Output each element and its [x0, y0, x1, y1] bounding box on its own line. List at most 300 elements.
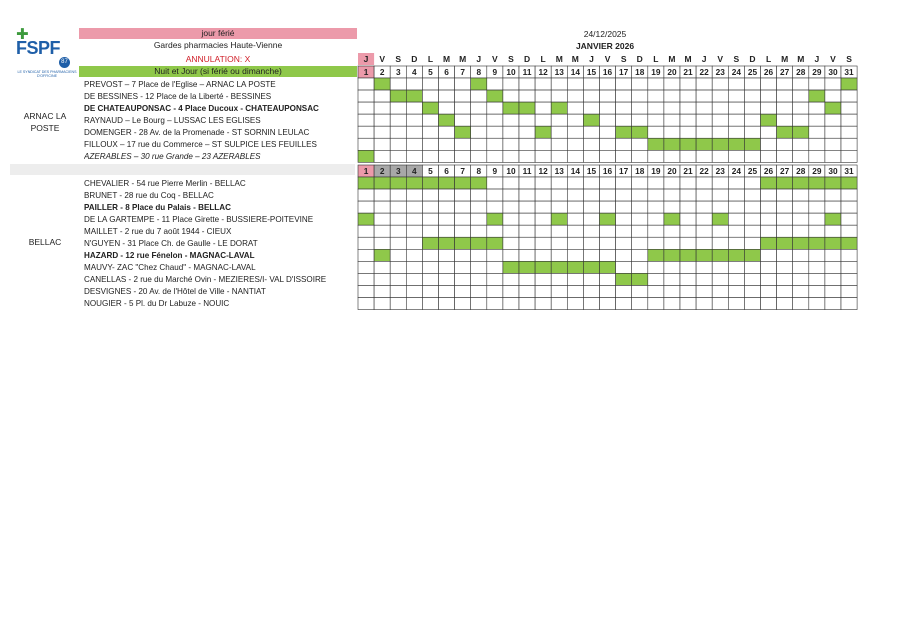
duty-cell [406, 90, 422, 102]
empty-cell [422, 298, 438, 310]
empty-cell [455, 213, 471, 225]
empty-cell [744, 102, 760, 114]
empty-cell [616, 237, 632, 249]
empty-cell [567, 201, 583, 213]
empty-cell [487, 225, 503, 237]
empty-cell [664, 150, 680, 162]
empty-cell [793, 90, 809, 102]
day-number-label: 11 [522, 166, 532, 176]
empty-cell [567, 177, 583, 189]
empty-cell [455, 225, 471, 237]
duty-cell [487, 213, 503, 225]
empty-cell [439, 285, 455, 297]
empty-cell [616, 261, 632, 273]
day-number-label: 5 [428, 166, 433, 176]
empty-cell [825, 78, 841, 90]
empty-cell [471, 189, 487, 201]
day-number-label: 12 [538, 67, 548, 77]
empty-cell [455, 90, 471, 102]
empty-cell [471, 114, 487, 126]
pharmacy-name: CANELLAS - 2 rue du Marché Ovin - MEZIERES/I- VAL D'ISSOIRE [84, 274, 327, 284]
empty-cell [712, 126, 728, 138]
duty-cell [809, 177, 825, 189]
empty-cell [567, 189, 583, 201]
empty-cell [519, 285, 535, 297]
pharmacy-name: MAILLET - 2 rue du 7 août 1944 - CIEUX [84, 226, 232, 236]
empty-cell [825, 225, 841, 237]
duty-cell [728, 138, 744, 150]
duty-cell [535, 126, 551, 138]
day-number-label: 13 [554, 166, 564, 176]
empty-cell [825, 201, 841, 213]
empty-cell [632, 138, 648, 150]
duty-cell [744, 138, 760, 150]
empty-cell [841, 298, 857, 310]
logo-text: FSPF [16, 38, 61, 58]
empty-cell [422, 273, 438, 285]
empty-cell [632, 189, 648, 201]
duty-cell [696, 138, 712, 150]
empty-cell [632, 177, 648, 189]
empty-cell [744, 78, 760, 90]
day-number-label: 6 [444, 166, 449, 176]
empty-cell [358, 201, 374, 213]
empty-cell [728, 177, 744, 189]
day-of-week-label: S [846, 54, 852, 64]
empty-cell [616, 249, 632, 261]
empty-cell [841, 201, 857, 213]
empty-cell [632, 285, 648, 297]
duty-cell [744, 249, 760, 261]
empty-cell [422, 285, 438, 297]
duty-cell [422, 237, 438, 249]
duty-cell [825, 213, 841, 225]
empty-cell [600, 114, 616, 126]
empty-cell [455, 201, 471, 213]
empty-cell [567, 298, 583, 310]
duty-cell [471, 237, 487, 249]
empty-cell [632, 298, 648, 310]
empty-cell [422, 114, 438, 126]
duty-cell [455, 177, 471, 189]
day-number-label: 3 [395, 166, 401, 176]
empty-cell [777, 298, 793, 310]
empty-cell [422, 78, 438, 90]
empty-cell [406, 249, 422, 261]
empty-cell [374, 189, 390, 201]
empty-cell [358, 249, 374, 261]
empty-cell [487, 126, 503, 138]
empty-cell [648, 102, 664, 114]
day-of-week-label: M [555, 54, 563, 64]
empty-cell [744, 201, 760, 213]
empty-cell [648, 150, 664, 162]
pharmacy-name: AZERABLES – 30 rue Grande – 23 AZERABLES [84, 151, 261, 161]
duty-cell [471, 177, 487, 189]
empty-cell [503, 201, 519, 213]
empty-cell [439, 102, 455, 114]
empty-cell [616, 114, 632, 126]
empty-cell [374, 150, 390, 162]
group-label-bellac: BELLAC [28, 237, 62, 247]
empty-cell [793, 189, 809, 201]
day-of-week-label: J [814, 54, 820, 64]
day-of-week-label: D [749, 54, 756, 64]
empty-cell [535, 177, 551, 189]
empty-cell [696, 225, 712, 237]
empty-cell [471, 102, 487, 114]
empty-cell [728, 189, 744, 201]
empty-cell [390, 225, 406, 237]
duty-cell [761, 177, 777, 189]
day-number-label: 8 [476, 67, 482, 77]
empty-cell [471, 126, 487, 138]
empty-cell [503, 78, 519, 90]
empty-cell [455, 138, 471, 150]
empty-cell [712, 177, 728, 189]
empty-cell [503, 213, 519, 225]
day-number-label: 19 [651, 67, 661, 77]
empty-cell [728, 273, 744, 285]
empty-cell [535, 213, 551, 225]
empty-cell [390, 114, 406, 126]
empty-cell [664, 237, 680, 249]
duty-cell [696, 249, 712, 261]
day-number-label: 4 [412, 166, 417, 176]
empty-cell [583, 138, 599, 150]
empty-cell [680, 90, 696, 102]
empty-cell [422, 213, 438, 225]
day-of-week-label: M [668, 54, 676, 64]
empty-cell [422, 225, 438, 237]
day-number-label: 30 [828, 67, 838, 77]
empty-cell [406, 237, 422, 249]
duty-cell [487, 237, 503, 249]
empty-cell [519, 225, 535, 237]
empty-cell [841, 189, 857, 201]
empty-cell [600, 285, 616, 297]
day-number-label: 9 [492, 67, 498, 77]
duty-cell [439, 177, 455, 189]
empty-cell [374, 225, 390, 237]
empty-cell [358, 102, 374, 114]
empty-cell [583, 189, 599, 201]
empty-cell [374, 138, 390, 150]
empty-cell [793, 114, 809, 126]
empty-cell [358, 189, 374, 201]
empty-cell [664, 298, 680, 310]
duty-cell [712, 213, 728, 225]
empty-cell [374, 90, 390, 102]
day-number-label: 23 [715, 166, 725, 176]
empty-cell [439, 201, 455, 213]
day-of-week-label: M [443, 54, 451, 64]
empty-cell [406, 201, 422, 213]
empty-cell [664, 126, 680, 138]
empty-cell [471, 298, 487, 310]
day-of-week-label: S [395, 54, 402, 64]
empty-cell [567, 126, 583, 138]
empty-cell [648, 298, 664, 310]
day-number-label: 17 [619, 67, 629, 77]
empty-cell [680, 114, 696, 126]
empty-cell [519, 114, 535, 126]
empty-cell [761, 225, 777, 237]
empty-cell [519, 78, 535, 90]
empty-cell [406, 138, 422, 150]
empty-cell [825, 114, 841, 126]
empty-cell [809, 150, 825, 162]
empty-cell [487, 261, 503, 273]
duty-cell [777, 177, 793, 189]
empty-cell [519, 298, 535, 310]
day-number-label: 10 [506, 67, 516, 77]
empty-cell [761, 213, 777, 225]
empty-cell [793, 213, 809, 225]
duty-cell [503, 261, 519, 273]
empty-cell [358, 261, 374, 273]
empty-cell [632, 225, 648, 237]
empty-cell [551, 273, 567, 285]
duty-cell [583, 114, 599, 126]
empty-cell [680, 213, 696, 225]
day-of-week-label: S [733, 54, 740, 64]
day-number-label: 16 [602, 166, 613, 176]
empty-cell [390, 213, 406, 225]
empty-cell [680, 261, 696, 273]
duty-cell [728, 249, 744, 261]
day-number-label: 9 [492, 166, 498, 176]
empty-cell [809, 285, 825, 297]
day-of-week-label: M [571, 54, 579, 64]
day-number-label: 28 [796, 67, 806, 77]
empty-cell [439, 150, 455, 162]
duty-cell [358, 177, 374, 189]
empty-cell [439, 225, 455, 237]
empty-cell [374, 126, 390, 138]
pharmacy-name: DESVIGNES - 20 Av. de l'Hôtel de Ville - NANTIAT [84, 286, 266, 296]
empty-cell [616, 150, 632, 162]
empty-cell [600, 78, 616, 90]
empty-cell [439, 261, 455, 273]
empty-cell [422, 201, 438, 213]
empty-cell [455, 78, 471, 90]
empty-cell [439, 273, 455, 285]
empty-cell [777, 273, 793, 285]
empty-cell [406, 273, 422, 285]
empty-cell [535, 298, 551, 310]
day-of-week-label: S [508, 54, 514, 64]
empty-cell [503, 298, 519, 310]
empty-cell [761, 249, 777, 261]
empty-cell [600, 102, 616, 114]
duty-cell [777, 126, 793, 138]
day-number-label: 30 [828, 166, 838, 176]
empty-cell [358, 285, 374, 297]
empty-cell [535, 201, 551, 213]
empty-cell [793, 201, 809, 213]
day-number-label: 18 [635, 166, 645, 176]
empty-cell [744, 273, 760, 285]
empty-cell [567, 78, 583, 90]
empty-cell [406, 261, 422, 273]
day-number-label: 16 [602, 67, 613, 77]
empty-cell [696, 78, 712, 90]
empty-cell [809, 189, 825, 201]
empty-cell [761, 189, 777, 201]
empty-cell [390, 138, 406, 150]
empty-cell [487, 285, 503, 297]
empty-cell [728, 78, 744, 90]
empty-cell [600, 201, 616, 213]
empty-cell [406, 225, 422, 237]
empty-cell [583, 249, 599, 261]
day-number-label: 4 [412, 67, 417, 77]
empty-cell [567, 249, 583, 261]
empty-cell [793, 225, 809, 237]
empty-cell [487, 249, 503, 261]
day-number-label: 24 [731, 67, 741, 77]
empty-cell [744, 298, 760, 310]
empty-cell [664, 261, 680, 273]
empty-cell [374, 102, 390, 114]
duty-cell [664, 138, 680, 150]
day-number-label: 22 [699, 67, 709, 77]
empty-cell [680, 225, 696, 237]
empty-cell [777, 201, 793, 213]
duty-cell [439, 114, 455, 126]
empty-cell [632, 261, 648, 273]
empty-cell [600, 177, 616, 189]
duty-cell [455, 237, 471, 249]
empty-cell [600, 138, 616, 150]
empty-cell [519, 237, 535, 249]
day-number-label: 2 [379, 166, 385, 176]
empty-cell [406, 298, 422, 310]
empty-cell [825, 126, 841, 138]
empty-cell [455, 114, 471, 126]
pharmacy-name: CHEVALIER - 54 rue Pierre Merlin - BELLAC [84, 178, 246, 188]
empty-cell [551, 177, 567, 189]
empty-cell [422, 138, 438, 150]
empty-cell [390, 126, 406, 138]
empty-cell [535, 237, 551, 249]
empty-cell [825, 273, 841, 285]
empty-cell [390, 102, 406, 114]
empty-cell [712, 273, 728, 285]
empty-cell [744, 114, 760, 126]
empty-cell [648, 90, 664, 102]
day-number-label: 7 [460, 67, 465, 77]
duty-cell [664, 213, 680, 225]
empty-cell [390, 298, 406, 310]
duty-cell [406, 177, 422, 189]
empty-cell [761, 90, 777, 102]
empty-cell [825, 298, 841, 310]
empty-cell [567, 150, 583, 162]
day-number-label: 10 [506, 166, 516, 176]
empty-cell [358, 138, 374, 150]
empty-cell [664, 225, 680, 237]
empty-cell [712, 90, 728, 102]
duty-cell [809, 237, 825, 249]
empty-cell [439, 213, 455, 225]
empty-cell [712, 102, 728, 114]
empty-cell [583, 102, 599, 114]
day-number-label: 2 [379, 67, 385, 77]
empty-cell [535, 138, 551, 150]
empty-cell [632, 114, 648, 126]
empty-cell [728, 114, 744, 126]
empty-cell [358, 298, 374, 310]
empty-cell [744, 225, 760, 237]
duty-cell [471, 78, 487, 90]
empty-cell [600, 126, 616, 138]
duty-cell [567, 261, 583, 273]
empty-cell [616, 90, 632, 102]
empty-cell [712, 201, 728, 213]
empty-cell [551, 189, 567, 201]
empty-cell [567, 237, 583, 249]
empty-cell [358, 114, 374, 126]
empty-cell [761, 201, 777, 213]
empty-cell [712, 78, 728, 90]
day-number-label: 29 [812, 67, 822, 77]
empty-cell [439, 78, 455, 90]
empty-cell [406, 150, 422, 162]
empty-cell [567, 273, 583, 285]
empty-cell [761, 138, 777, 150]
empty-cell [406, 213, 422, 225]
empty-cell [761, 150, 777, 162]
empty-cell [471, 138, 487, 150]
empty-cell [728, 225, 744, 237]
empty-cell [471, 249, 487, 261]
empty-cell [390, 78, 406, 90]
empty-cell [648, 213, 664, 225]
group-label-arnac: ARNAC LA POSTE [23, 111, 67, 133]
empty-cell [358, 237, 374, 249]
empty-cell [535, 150, 551, 162]
empty-cell [600, 237, 616, 249]
empty-cell [374, 201, 390, 213]
empty-cell [422, 150, 438, 162]
day-number-label: 7 [460, 166, 465, 176]
empty-cell [841, 225, 857, 237]
duty-cell [761, 114, 777, 126]
empty-cell [567, 114, 583, 126]
empty-cell [583, 201, 599, 213]
empty-cell [680, 189, 696, 201]
empty-cell [616, 138, 632, 150]
empty-cell [503, 150, 519, 162]
empty-cell [680, 177, 696, 189]
empty-cell [503, 249, 519, 261]
empty-cell [551, 150, 567, 162]
day-of-week-label: M [684, 54, 692, 64]
empty-cell [777, 213, 793, 225]
day-number-label: 24 [731, 166, 741, 176]
empty-cell [374, 298, 390, 310]
empty-cell [390, 285, 406, 297]
empty-cell [777, 261, 793, 273]
empty-cell [551, 114, 567, 126]
empty-cell [648, 261, 664, 273]
empty-cell [648, 189, 664, 201]
empty-cell [358, 78, 374, 90]
empty-cell [374, 273, 390, 285]
pharmacy-name: N'GUYEN - 31 Place Ch. de Gaulle - LE DORAT [84, 238, 258, 248]
